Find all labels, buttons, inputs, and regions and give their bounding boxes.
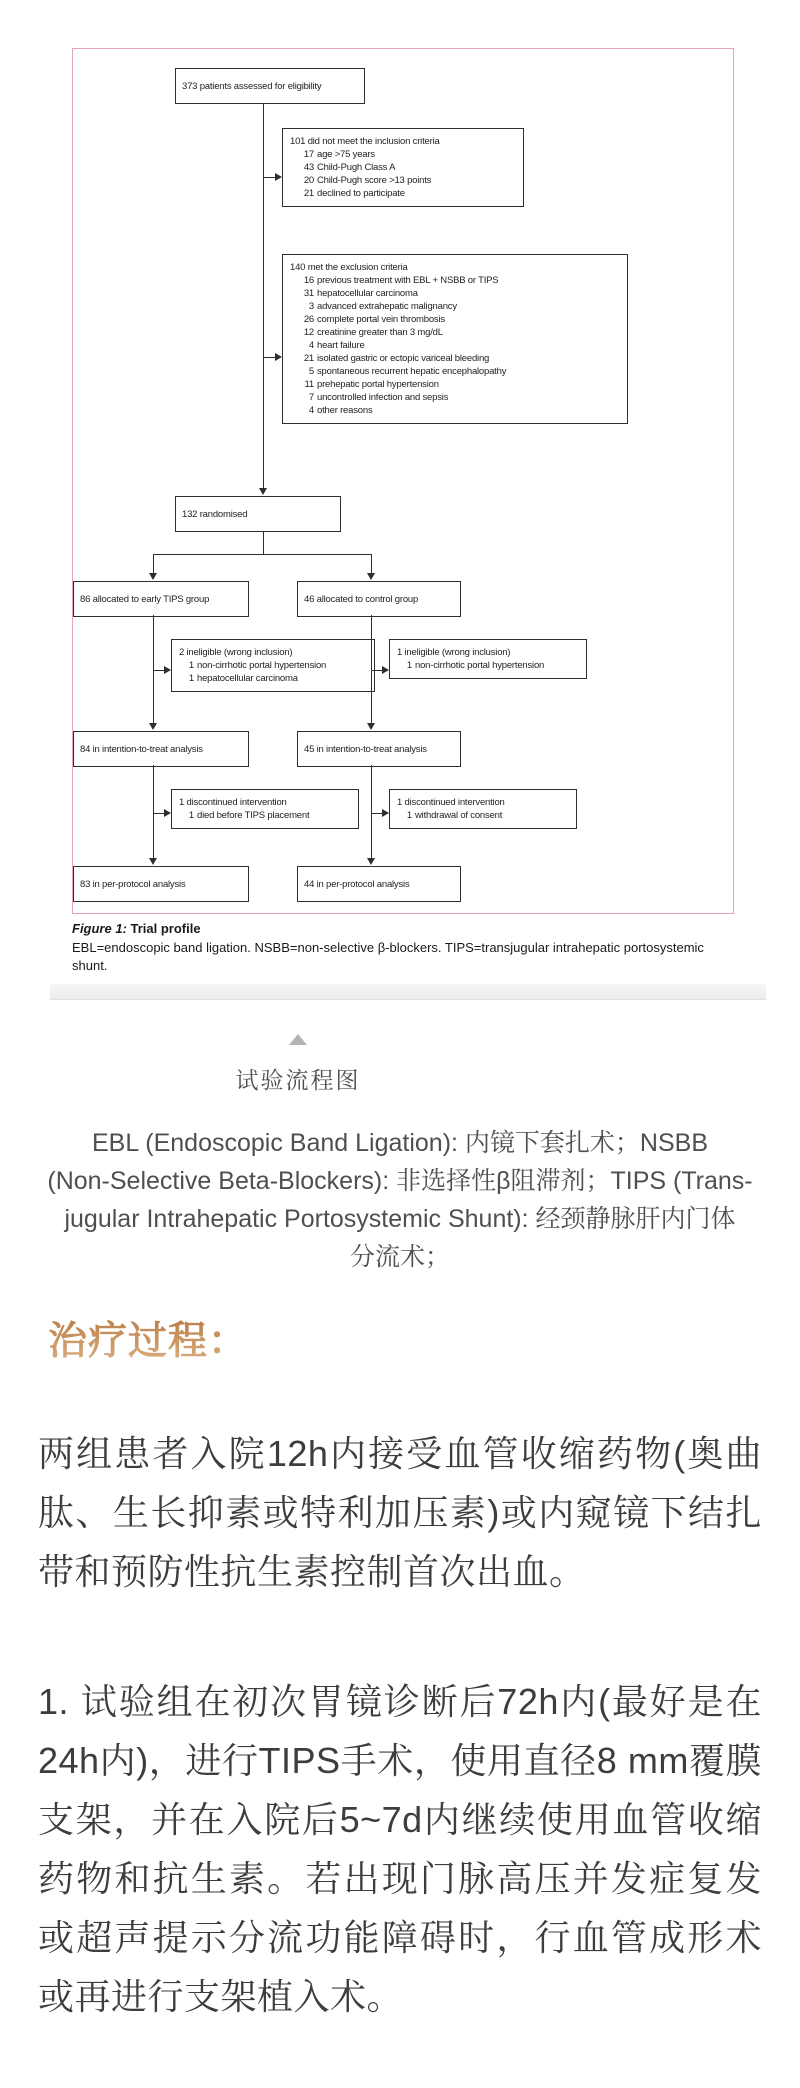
flow-box-randomised [175, 496, 341, 532]
flow-item: 20 Child-Pugh score >13 points [303, 175, 432, 186]
flow-box-assessed [175, 68, 365, 104]
flow-box-items [300, 148, 516, 200]
flow-box-randomised-label: 132 randomised [182, 508, 248, 520]
abbrev-line: jugular Intrahepatic Portosystemic Shunt): 经颈静脉肝内门体 [64, 1205, 736, 1233]
flow-box-title: 1 discontinued intervention [397, 797, 505, 808]
flow-item: 21 isolated gastric or ectopic variceal bleeding [303, 353, 490, 364]
abbrev-line: 分流术； [349, 1243, 450, 1271]
flow-box-pp-right [297, 866, 461, 902]
image-bottom-band [50, 984, 766, 1000]
flow-box-title: 140 met the exclusion criteria [290, 262, 408, 273]
flow-item: 4 other reasons [308, 405, 373, 416]
arrow-right-icon [275, 353, 282, 361]
arrow-right-icon [275, 173, 282, 181]
flow-box-items [300, 274, 620, 417]
flow-item: 31 hepatocellular carcinoma [303, 288, 418, 299]
flow-box-title: 1 ineligible (wrong inclusion) [397, 647, 511, 658]
flow-box-pp-left [73, 866, 249, 902]
flow-line [371, 765, 372, 859]
flow-item: 43 Child-Pugh Class A [303, 162, 396, 173]
arrow-right-icon [382, 666, 389, 674]
collapse-indicator [0, 1032, 596, 1050]
flow-item: 21 declined to participate [303, 188, 405, 199]
abbrev-line: EBL (Endoscopic Band Ligation): 内镜下套扎术；NSBB [92, 1129, 708, 1157]
flow-item: 26 complete portal vein thrombosis [303, 314, 445, 325]
flow-item: 4 heart failure [308, 340, 365, 351]
flow-item: 5 spontaneous recurrent hepatic encephalopathy [308, 366, 507, 377]
flow-line [153, 554, 154, 574]
arrow-right-icon [164, 666, 171, 674]
section-heading-treatment-process: 治疗过程： [48, 1310, 248, 1366]
flow-line [371, 554, 372, 574]
flow-box-label: 86 allocated to early TIPS group [80, 593, 210, 605]
flow-line [263, 103, 264, 489]
chinese-figure-title: 试验流程图 [235, 1067, 361, 1093]
flow-item: 3 advanced extrahepatic malignancy [308, 301, 457, 312]
flow-line [153, 554, 371, 555]
flow-line [153, 765, 154, 859]
flow-box-items [404, 809, 569, 822]
flow-item: 7 uncontrolled infection and sepsis [308, 392, 449, 403]
flow-box-discontinued-right [389, 789, 577, 829]
arrow-right-icon [382, 809, 389, 817]
flow-item: 1 hepatocellular carcinoma [188, 673, 298, 684]
flow-box-itt-left [73, 731, 249, 767]
arrow-down-icon [367, 573, 375, 580]
flow-box-items [186, 659, 367, 685]
flow-box-allocated-tips [73, 581, 249, 617]
abbreviation-paragraph [0, 1124, 800, 1276]
flow-item: 12 creatinine greater than 3 mg/dL [303, 327, 443, 338]
arrow-down-icon [259, 488, 267, 495]
figure-abbreviations-note: EBL=endoscopic band ligation. NSBB=non-selective β-blockers. TIPS=transjugular intrahepatic portosystemic shunt. [72, 939, 704, 973]
flow-box-not-meet-inclusion [282, 128, 524, 207]
arrow-down-icon [367, 723, 375, 730]
arrow-down-icon [367, 858, 375, 865]
flow-box-assessed-label: 373 patients assessed for eligibility [182, 80, 322, 92]
arrow-right-icon [164, 809, 171, 817]
flow-item: 1 non-cirrhotic portal hypertension [188, 660, 327, 671]
flow-line [263, 531, 264, 554]
flow-box-itt-right [297, 731, 461, 767]
flow-box-title: 101 did not meet the inclusion criteria [290, 136, 440, 147]
flow-box-label: 83 in per-protocol analysis [80, 878, 186, 890]
body-paragraph-1: 两组患者入院12h内接受血管收缩药物(奥曲肽、生长抑素或特利加压素)或内窥镜下结扎带和预防性抗生素控制首次出血。 [38, 1433, 762, 1592]
figure-caption [72, 920, 712, 976]
flow-item: 1 died before TIPS placement [188, 810, 310, 821]
trial-profile-figure [72, 48, 734, 914]
flow-box-met-exclusion [282, 254, 628, 424]
flow-box-label: 44 in per-protocol analysis [304, 878, 410, 890]
flow-box-items [186, 809, 351, 822]
flow-item: 1 withdrawal of consent [406, 810, 503, 821]
flow-box-label: 45 in intention-to-treat analysis [304, 743, 427, 755]
flow-box-title: 1 discontinued intervention [179, 797, 287, 808]
flow-box-discontinued-left [171, 789, 359, 829]
flow-box-label: 84 in intention-to-treat analysis [80, 743, 203, 755]
flow-item: 17 age >75 years [303, 149, 375, 160]
flow-item: 16 previous treatment with EBL + NSBB or TIPS [303, 275, 499, 286]
abbrev-line: (Non-Selective Beta-Blockers): 非选择性β阻滞剂；TIPS (Trans- [47, 1167, 753, 1195]
flow-box-allocated-control [297, 581, 461, 617]
flow-box-items [404, 659, 579, 672]
flow-box-ineligible-right [389, 639, 587, 679]
body-paragraph-2: 1. 试验组在初次胃镜诊断后72h内(最好是在24h内)，进行TIPS手术，使用直径8 mm覆膜支架，并在入院后5~7d内继续使用血管收缩药物和抗生素。若出现门脉高压并发症复发或超声提示分流功能障碍时，行血管成形术或再进行支架植入术。 [38, 1681, 762, 2017]
arrow-down-icon [149, 723, 157, 730]
figure-title-label: Trial profile [126, 921, 201, 936]
flow-box-ineligible-left [171, 639, 375, 692]
figure-number-label: Figure 1: [72, 921, 127, 936]
flow-item: 1 non-cirrhotic portal hypertension [406, 660, 545, 671]
flow-box-title: 2 ineligible (wrong inclusion) [179, 647, 293, 658]
triangle-up-icon [289, 1034, 307, 1045]
figure-caption-title [72, 920, 712, 939]
arrow-down-icon [149, 858, 157, 865]
flow-box-label: 46 allocated to control group [304, 593, 419, 605]
arrow-down-icon [149, 573, 157, 580]
flow-item: 11 prehepatic portal hypertension [304, 379, 439, 390]
